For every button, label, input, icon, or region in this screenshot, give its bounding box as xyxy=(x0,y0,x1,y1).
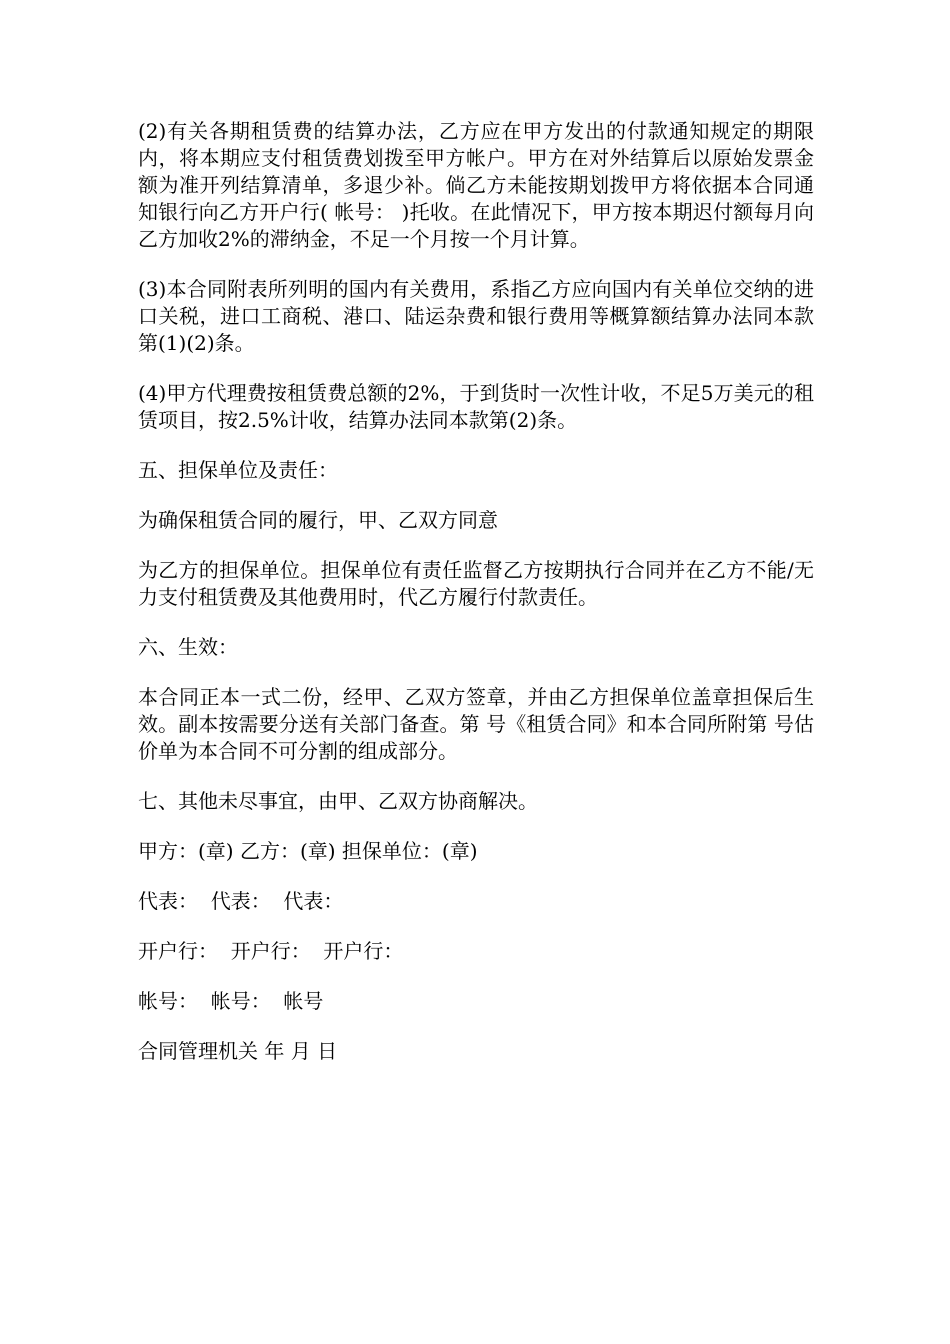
guarantee-responsibility: 为乙方的担保单位。担保单位有责任监督乙方按期执行合同并在乙方不能/无力支付租赁费及其他费用时，代乙方履行付款责任。 xyxy=(138,558,814,609)
signature-representatives: 代表： 代表： 代表： xyxy=(138,889,344,913)
document-page xyxy=(138,118,814,1088)
contract-authority-date: 合同管理机关 年 月 日 xyxy=(138,1039,338,1063)
section-heading-guarantee: 五、担保单位及责任： xyxy=(138,458,338,482)
effect-clause: 本合同正本一式二份，经甲、乙双方签章，并由乙方担保单位盖章担保后生效。副本按需要分送有关部门备查。第 号《租赁合同》和本合同所附第 号估价单为本合同不可分割的组成部分。 xyxy=(138,685,814,763)
section-heading-effect: 六、生效： xyxy=(138,635,238,659)
clause-2-payment: (2)有关各期租赁费的结算办法，乙方应在甲方发出的付款通知规定的期限内，将本期应支付租赁费划拨至甲方帐户。甲方在对外结算后以原始发票金额为准开列结算清单，多退少补。倘乙方未能按期划拨甲方将依据本合同通知银行向乙方开户行( 帐号： )托收。在此情况下，甲方按本期迟付额每月向乙方加收2%的滞纳金，不足一个月按一个月计算。 xyxy=(138,119,814,251)
signature-accounts: 帐号： 帐号： 帐号 xyxy=(138,989,324,1013)
guarantee-intro: 为确保租赁合同的履行，甲、乙双方同意 xyxy=(138,508,498,532)
clause-3-domestic-fees: (3)本合同附表所列明的国内有关费用，系指乙方应向国内有关单位交纳的进口关税，进口工商税、港口、陆运杂费和银行费用等概算额结算办法同本款第(1)(2)条。 xyxy=(138,277,814,355)
section-other-matters: 七、其他未尽事宜，由甲、乙双方协商解决。 xyxy=(138,789,538,813)
clause-4-agency-fee: (4)甲方代理费按租赁费总额的2%，于到货时一次性计收，不足5万美元的租赁项目，按2.5%计收，结算办法同本款第(2)条。 xyxy=(138,381,814,432)
signature-parties: 甲方：(章) 乙方：(章) 担保单位：(章) xyxy=(138,839,478,863)
signature-banks: 开户行： 开户行： 开户行： xyxy=(138,939,404,963)
